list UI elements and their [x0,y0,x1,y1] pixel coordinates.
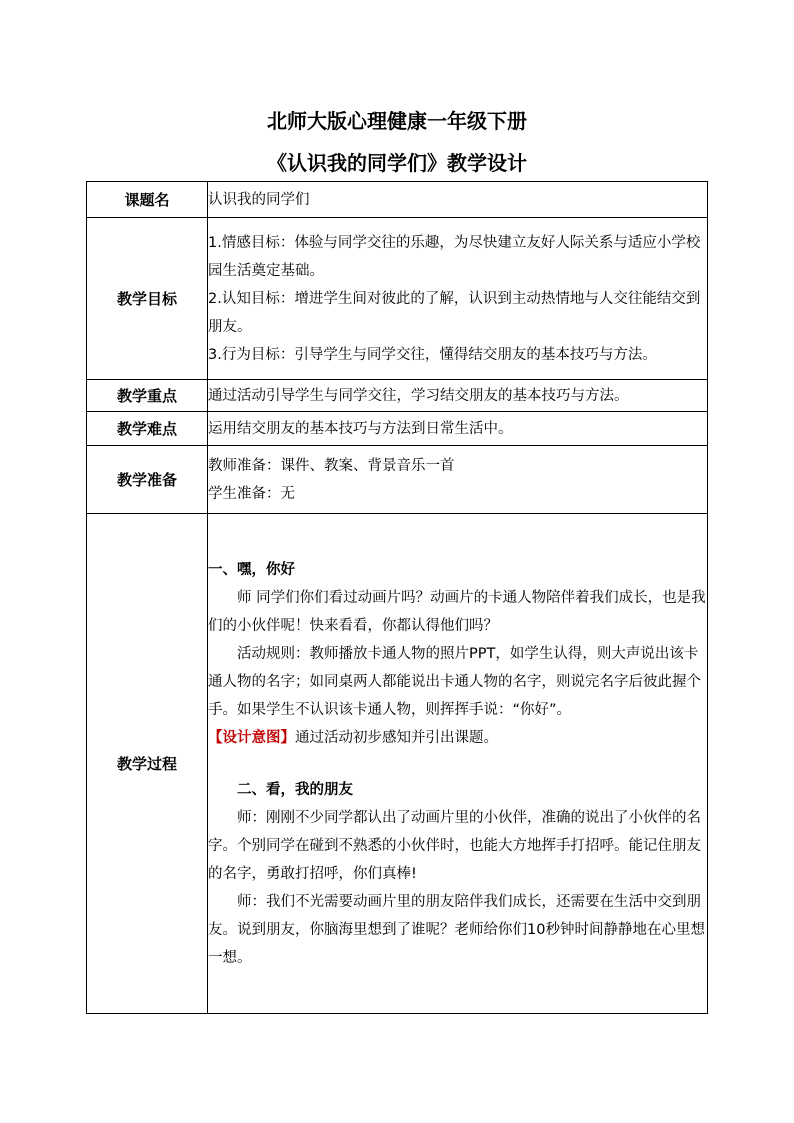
label-prep: 教学准备 [87,446,208,514]
prep-student: 学生准备：无 [208,485,295,502]
paragraph: 师 同学们你们看过动画片吗？动画片的卡通人物陪伴着我们成长，也是我们的小伙伴呢！快来看看，你都认得他们吗？ [208,589,706,634]
value-process [208,514,708,1014]
paragraph: 师：我们不光需要动画片里的朋友陪伴我们成长，还需要在生活中交到朋友。说到朋友，你脑海里想到了谁呢？老师给你们10秒钟时间静静地在心里想一想。 [208,893,705,966]
doc-title-series: 北师大版心理健康一年级下册 [267,109,527,133]
label-difficulty: 教学难点 [87,412,208,446]
design-intent [208,724,707,752]
goal-item: 1.情感目标：体验与同学交往的乐趣，为尽快建立友好人际关系与适应小学校园生活奠定基础。 [208,234,701,279]
spacer [208,752,707,776]
lesson-plan-table [86,181,708,1014]
doc-title-lesson: 《认识我的同学们》教学设计 [267,151,527,175]
row-goals [87,218,708,380]
value-difficulty: 运用结交朋友的基本技巧与方法到日常生活中。 [208,412,708,446]
value-topic: 认识我的同学们 [208,182,708,218]
row-prep [87,446,708,514]
value-prep [208,446,708,514]
goal-item: 2.认知目标：增进学生间对彼此的了解，认识到主动热情地与人交往能结交到朋友。 [208,290,701,335]
row-difficulty [87,412,708,446]
paragraph: 师：刚刚不少同学都认出了动画片里的小伙伴，准确的说出了小伙伴的名字。个别同学在碰到不熟悉的小伙伴时，也能大方地挥手打招呼。能记住朋友的名字，勇敢打招呼，你们真棒! [208,809,701,882]
label-goals: 教学目标 [87,218,208,380]
section-heading: 二、看，我的朋友 [237,781,353,798]
row-topic [87,182,708,218]
value-key: 通过活动引导学生与同学交往，学习结交朋友的基本技巧与方法。 [208,380,708,412]
paragraph: 活动规则：教师播放卡通人物的照片PPT，如学生认得，则大声说出该卡通人物的名字；如同桌两人都能说出卡通人物的名字，则说完名字后彼此握个手。如果学生不认识该卡通人物，则挥挥手说：“你好”。 [208,645,701,718]
label-key: 教学重点 [87,380,208,412]
section-heading: 一、嘿，你好 [208,561,295,578]
design-intent-tag: 【设计意图】 [208,729,295,746]
row-key [87,380,708,412]
label-topic: 课题名 [87,182,208,218]
design-intent-text: 通过活动初步感知并引出课题。 [295,729,498,746]
prep-teacher: 教师准备：课件、教案、背景音乐一首 [208,457,455,474]
goal-item: 3.行为目标：引导学生与同学交往，懂得结交朋友的基本技巧与方法。 [208,346,657,363]
value-goals [208,218,708,380]
row-process [87,514,708,1014]
label-process: 教学过程 [87,514,208,1014]
